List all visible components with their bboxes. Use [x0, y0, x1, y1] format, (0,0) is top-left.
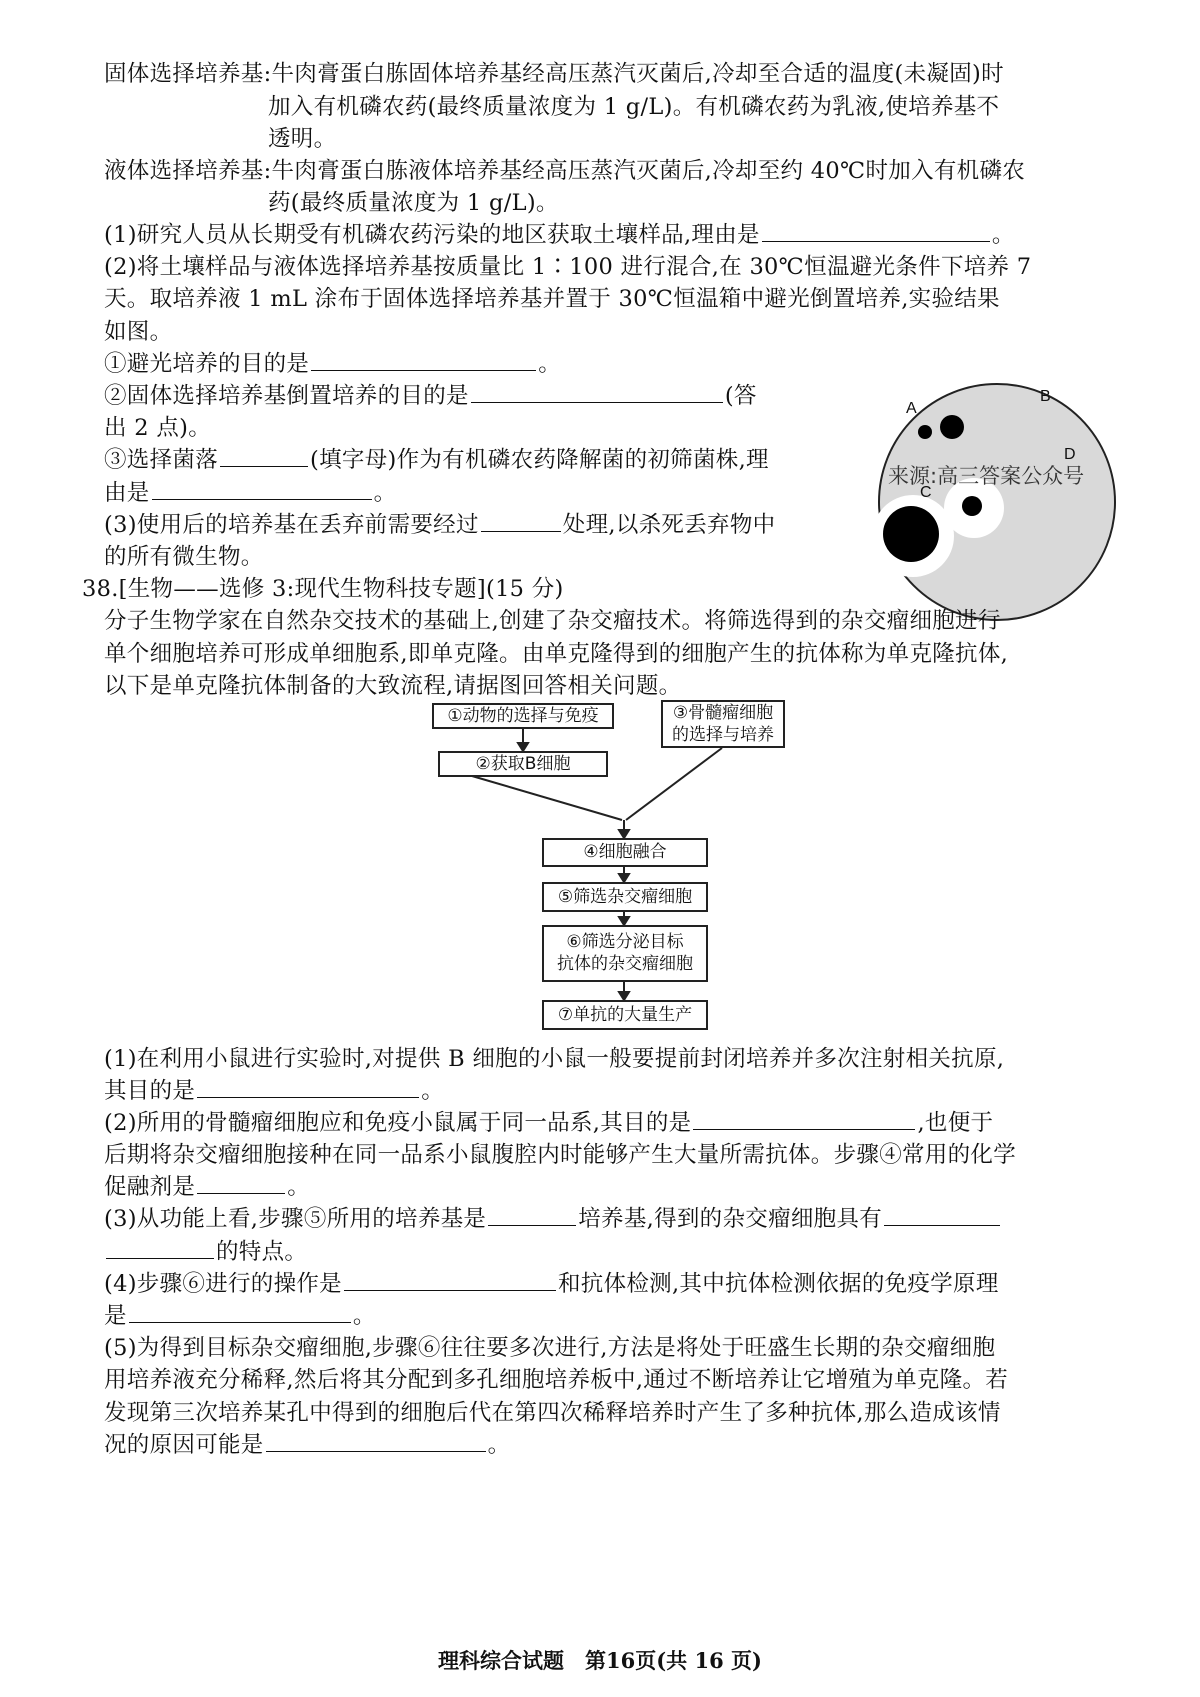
question-2c: ③选择菌落 (填字母)作为有机磷农药降解菌的初筛菌株,理 [104, 444, 769, 476]
sub-question-4-line-2: 是 。 [104, 1300, 376, 1332]
sub-question-5-line-4: 况的原因可能是 。 [104, 1429, 510, 1461]
colony-label-b: B [1040, 388, 1051, 405]
flow-step-5: ⑤筛选杂交瘤细胞 [542, 882, 708, 912]
sub-question-2-line-1: (2)所用的骨髓瘤细胞应和免疫小鼠属于同一品系,其目的是 ,也便于 [104, 1107, 993, 1139]
answer-blank[interactable] [488, 1203, 576, 1226]
flow-step-2: ②获取B细胞 [438, 751, 608, 777]
answer-blank[interactable] [884, 1203, 1000, 1226]
answer-blank[interactable] [129, 1300, 351, 1323]
question-2-line-2: 天。取培养液 1 mL 涂布于固体选择培养基并置于 30℃恒温箱中避光倒置培养,实验结果 [104, 286, 1000, 312]
watermark: 来源:高三答案公众号 [888, 464, 1085, 488]
answer-blank[interactable] [693, 1107, 915, 1130]
question-2b: ②固体选择培养基倒置培养的目的是 (答 [104, 380, 757, 412]
sub-question-2-line-2: 后期将杂交瘤细胞接种在同一品系小鼠腹腔内时能够产生大量所需抗体。步骤④常用的化学 [104, 1142, 1017, 1168]
flow-step-6: ⑥筛选分泌目标 抗体的杂交瘤细胞 [542, 925, 708, 982]
sub-question-5-line-3: 发现第三次培养某孔中得到的细胞后代在第四次稀释培养时产生了多种抗体,那么造成该情 [104, 1400, 1001, 1426]
liquid-medium-line-2: 药(最终质量浓度为 1 g/L)。 [268, 190, 559, 216]
flow-step-1: ①动物的选择与免疫 [432, 703, 614, 729]
solid-medium-line-2: 加入有机磷农药(最终质量浓度为 1 g/L)。有机磷农药为乳液,使培养基不 [268, 94, 1000, 120]
question-2a: ①避光培养的目的是 。 [104, 348, 561, 380]
sub-question-3-line-1: (3)从功能上看,步骤⑤所用的培养基是 培养基,得到的杂交瘤细胞具有 [104, 1203, 1002, 1235]
answer-blank[interactable] [106, 1236, 214, 1259]
sub-question-1-line-2: 其目的是 。 [104, 1075, 444, 1107]
solid-medium-line-3: 透明。 [268, 126, 337, 152]
flow-step-7: ⑦单抗的大量生产 [542, 1000, 708, 1030]
colony-label-a: A [906, 400, 917, 417]
intro-line-3: 以下是单克隆抗体制备的大致流程,请据图回答相关问题。 [104, 673, 682, 699]
answer-blank[interactable] [344, 1268, 556, 1291]
liquid-medium-line-1: 液体选择培养基:牛肉膏蛋白胨液体培养基经高压蒸汽灭菌后,冷却至约 40℃时加入有机磷农 [104, 158, 1026, 184]
sub-question-5-line-1: (5)为得到目标杂交瘤细胞,步骤⑥往往要多次进行,方法是将处于旺盛生长期的杂交瘤细胞 [104, 1335, 996, 1361]
flow-step-3: ③骨髓瘤细胞 的选择与培养 [661, 700, 785, 748]
question-38-title: 38.[生物——选修 3:现代生物科技专题](15 分) [82, 576, 564, 602]
sub-question-3-line-2: 的特点。 [104, 1236, 307, 1268]
colony-label-d: D [1064, 446, 1076, 463]
intro-line-2: 单个细胞培养可形成单细胞系,即单克隆。由单克隆得到的细胞产生的抗体称为单克隆抗体, [104, 641, 1009, 667]
sub-question-2-line-3: 促融剂是 。 [104, 1171, 310, 1203]
question-3: (3)使用后的培养基在丢弃前需要经过 处理,以杀死丢弃物中 [104, 509, 775, 541]
question-3-line-2: 的所有微生物。 [104, 544, 264, 570]
question-2c-line-2: 由是 。 [104, 477, 396, 509]
question-2-line-3: 如图。 [104, 319, 173, 345]
question-1: (1)研究人员从长期受有机磷农药污染的地区获取土壤样品,理由是 。 [104, 219, 1015, 251]
solid-medium-line-1: 固体选择培养基:牛肉膏蛋白胨固体培养基经高压蒸汽灭菌后,冷却至合适的温度(未凝固)时 [104, 61, 1004, 87]
colony-label-c: C [920, 484, 932, 501]
page-footer: 理科综合试题 第16页(共 16 页) [438, 1648, 762, 1673]
question-2b-line-2: 出 2 点)。 [104, 415, 211, 441]
question-2-line-1: (2)将土壤样品与液体选择培养基按质量比 1∶100 进行混合,在 30℃恒温避光条件下培养 7 [104, 254, 1032, 280]
sub-question-5-line-2: 用培养液充分稀释,然后将其分配到多孔细胞培养板中,通过不断培养让它增殖为单克隆。若 [104, 1367, 1009, 1393]
flow-step-4: ④细胞融合 [542, 838, 708, 867]
answer-blank[interactable] [197, 1171, 285, 1194]
answer-blank[interactable] [266, 1429, 486, 1452]
sub-question-1-line-1: (1)在利用小鼠进行实验时,对提供 B 细胞的小鼠一般要提前封闭培养并多次注射相关抗原, [104, 1046, 1005, 1072]
intro-line-1: 分子生物学家在自然杂交技术的基础上,创建了杂交瘤技术。将筛选得到的杂交瘤细胞进行 [104, 608, 1001, 634]
sub-question-4-line-1: (4)步骤⑥进行的操作是 和抗体检测,其中抗体检测依据的免疫学原理 [104, 1268, 999, 1300]
answer-blank[interactable] [197, 1075, 419, 1098]
